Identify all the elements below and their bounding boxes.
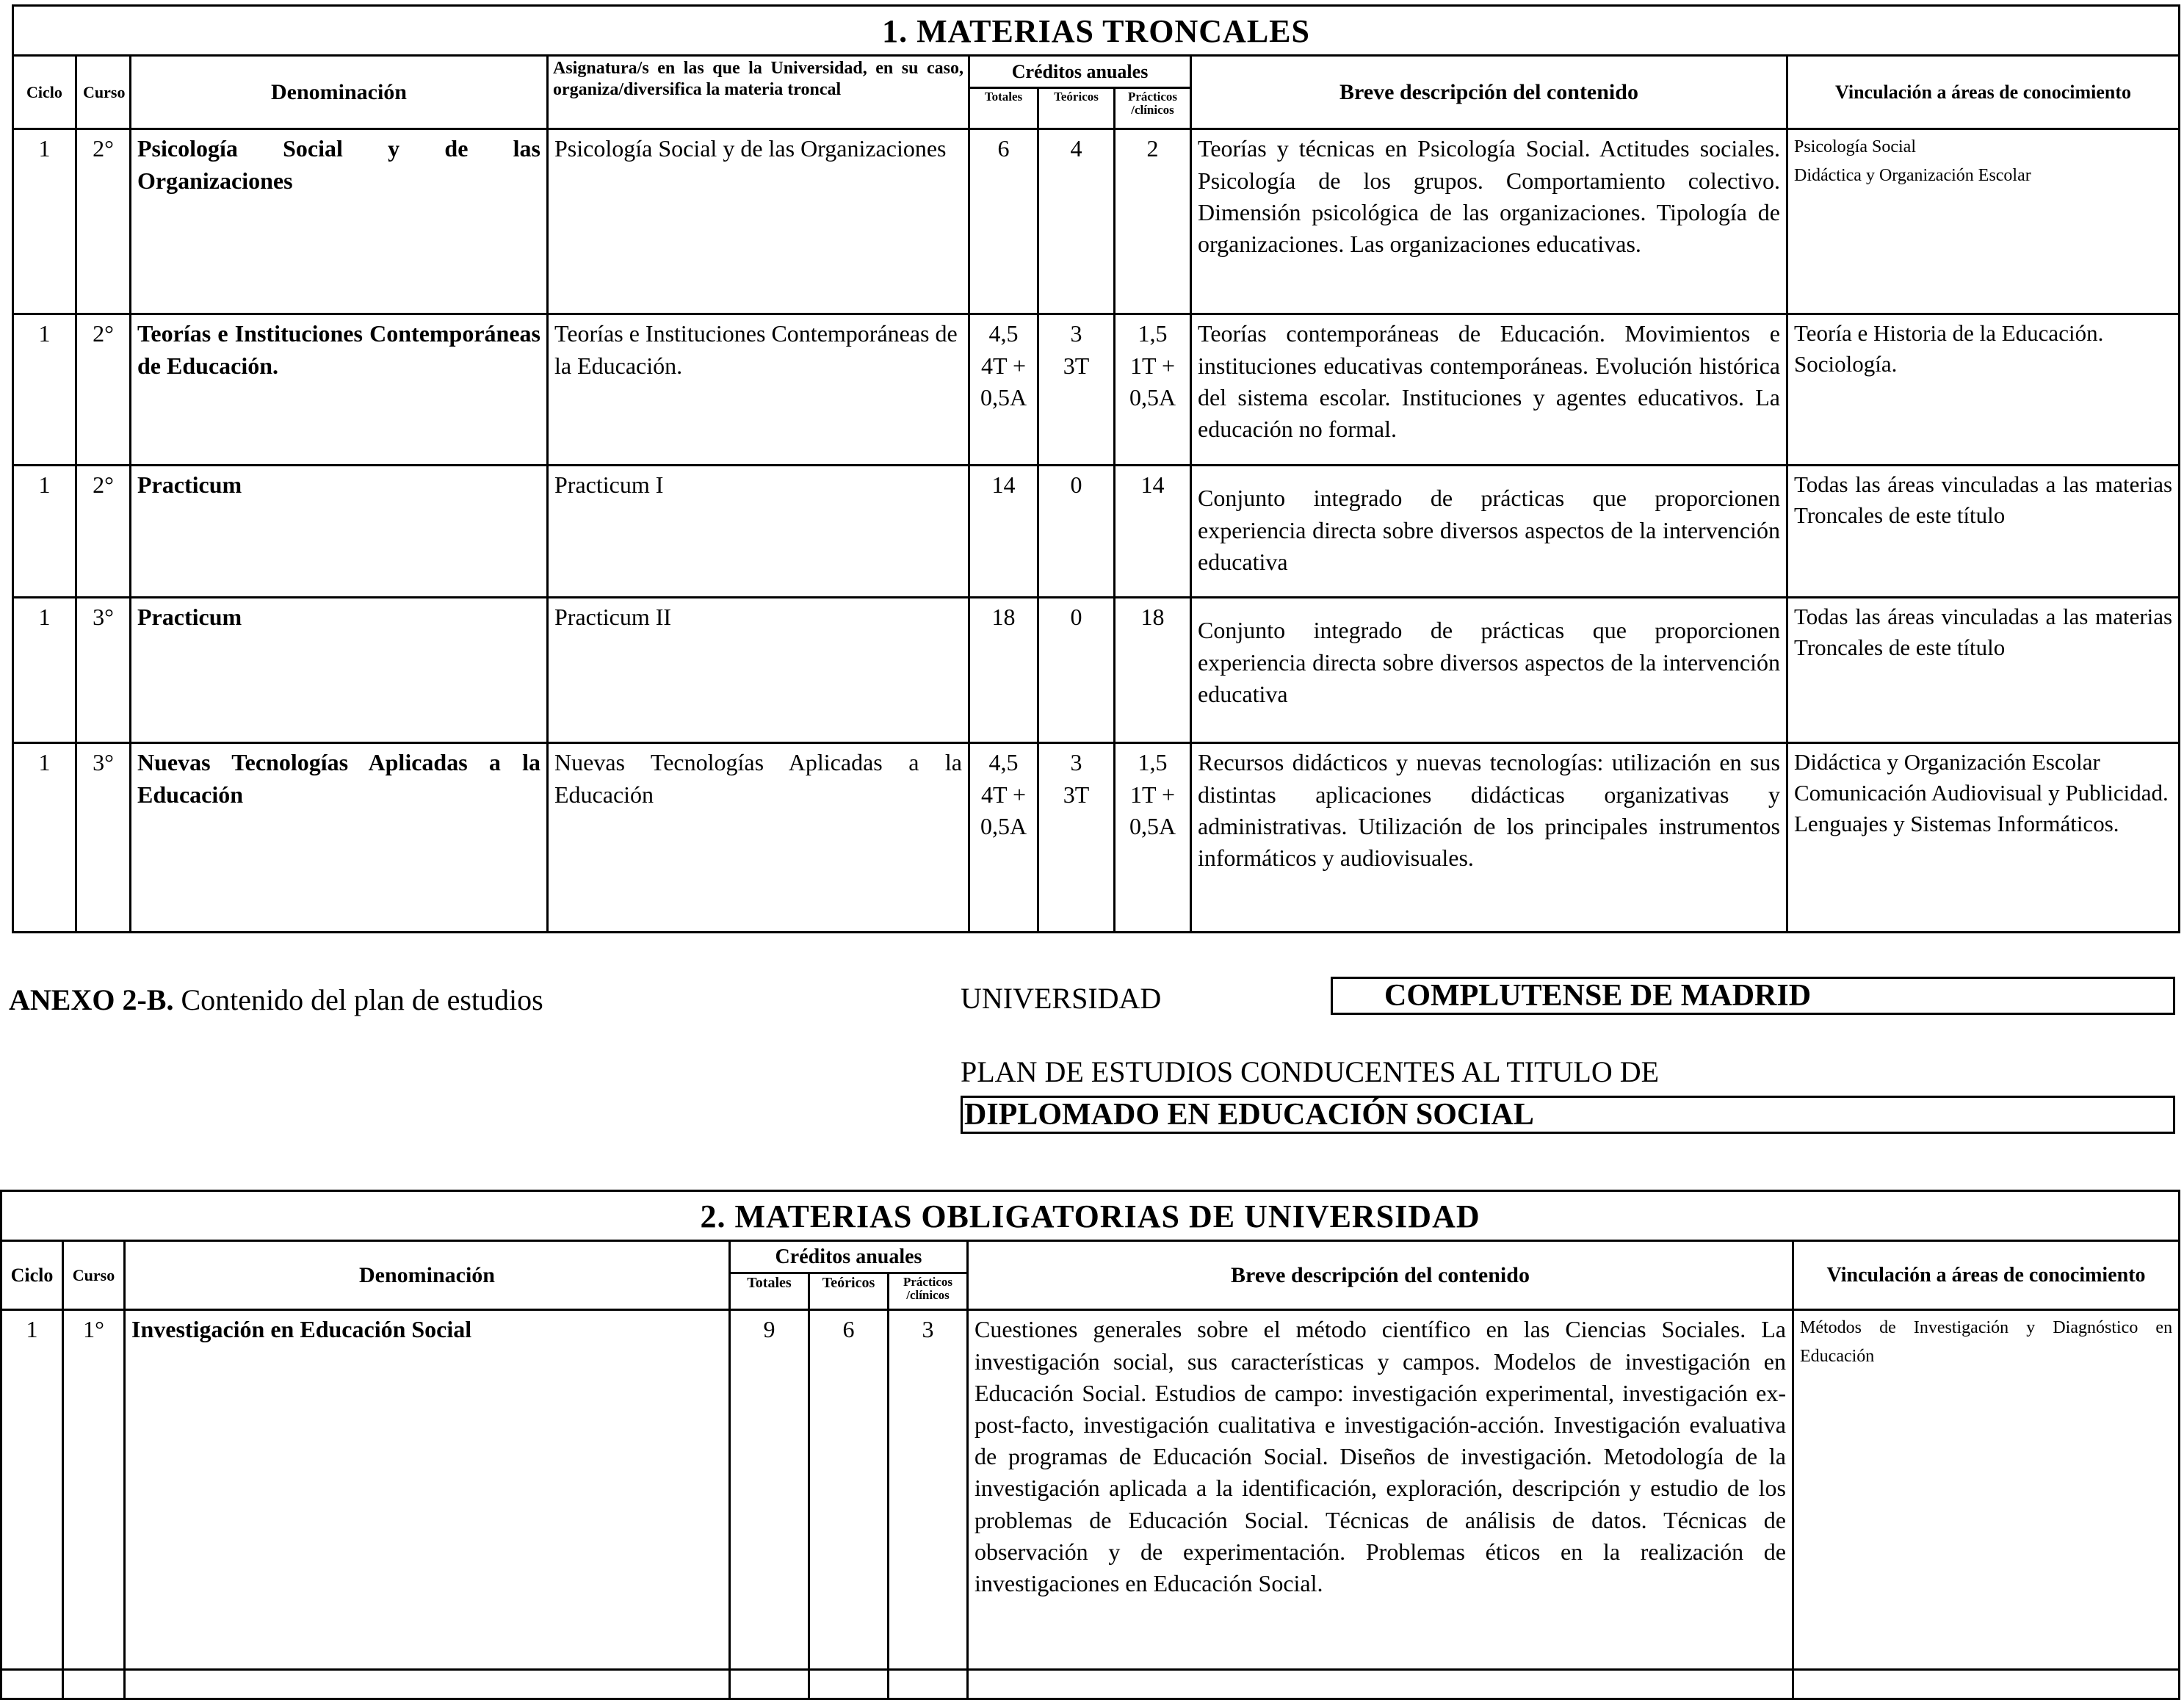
cell-denominacion: Psicología Social y de las Organizaciones [131,129,548,314]
cell-asignatura: Psicología Social y de las Organizaciones [548,129,969,314]
cell-asignatura: Nuevas Tecnologías Aplicadas a la Educación [548,743,969,933]
cell-ciclo: 1 [13,743,76,933]
header-ciclo: Ciclo [1,1241,63,1310]
header-asignatura: Asignatura/s en las que la Universidad, en su caso, organiza/diversifica la materia troncal [548,56,969,129]
table-row [13,129,2180,314]
cell-areas: Métodos de Investigación y Diagnóstico en Educación [1793,1310,2180,1670]
header-practicos: Prácticos /clínicos [889,1273,968,1310]
header-creditos: Créditos anuales [969,56,1191,88]
header-teoricos: Teóricos [1038,88,1115,129]
cell-totales: 4,5 4T + 0,5A [969,743,1038,933]
header-teoricos: Teóricos [809,1273,889,1310]
header-descripcion: Breve descripción del contenido [1191,56,1787,129]
cell-descripcion: Cuestiones generales sobre el método científico en las Ciencias Sociales. La investigación social, sus características y campos. Modelos de investigación en Educación Social. Estudios de campo: investigación experimental, investigación ex-post-facto, investigación cualitativa e investigación-acción. Investigación evaluativa de programas de Educación Social. Diseños de investigación. Metodología de la investigación aplicada a la identificación, exploración, descripción y estudio de los problemas de Educación Social. Técnicas de análisis de datos. Técnicas de observación y de experimentación. Problemas éticos en la realización de investigaciones en Educación Social. [968,1310,1793,1670]
plan-label: PLAN DE ESTUDIOS CONDUCENTES AL TITULO DE [961,1055,1660,1088]
cell-areas: Didáctica y Organización Escolar Comunicación Audiovisual y Publicidad. Lenguajes y Sistemas Informáticos. [1787,743,2180,933]
cell-empty [125,1670,730,1699]
cell-curso: 2° [76,129,131,314]
cell-asignatura: Practicum II [548,598,969,743]
header-practicos: Prácticos /clínicos [1115,88,1191,129]
cell-teoricos: 4 [1038,129,1115,314]
cell-teoricos: 0 [1038,598,1115,743]
cell-empty [730,1670,809,1699]
table-row [13,314,2180,466]
header-curso: Curso [76,56,131,129]
cell-empty [63,1670,125,1699]
table-row [13,598,2180,743]
header-ciclo: Ciclo [13,56,76,129]
table-materias-obligatorias [0,1190,2180,1700]
cell-ciclo: 1 [13,466,76,598]
cell-empty [1,1670,63,1699]
table-row [1,1310,2180,1670]
cell-descripcion: Teorías y técnicas en Psicología Social. Actitudes sociales. Psicología de los grupos. Comportamiento colectivo. Dimensión psicológica de las organizaciones. Tipología de organizaciones. Las organizaciones educativas. [1191,129,1787,314]
annex-label-rest: Contenido del plan de estudios [173,983,543,1016]
cell-practicos: 18 [1115,598,1191,743]
cell-denominacion: Practicum [131,466,548,598]
header-totales: Totales [730,1273,809,1310]
table-row [13,466,2180,598]
cell-areas: Todas las áreas vinculadas a las materias Troncales de este título [1787,466,2180,598]
cell-curso: 2° [76,314,131,466]
cell-areas: Teoría e Historia de la Educación. Sociología. [1787,314,2180,466]
cell-practicos: 1,5 1T + 0,5A [1115,314,1191,466]
cell-descripcion: Conjunto integrado de prácticas que proporcionen experiencia directa sobre diversos aspectos de la intervención educativa [1191,466,1787,598]
section-title: 1. MATERIAS TRONCALES [13,6,2180,56]
cell-asignatura: Practicum I [548,466,969,598]
university-label: UNIVERSIDAD [961,982,1162,1015]
cell-curso: 2° [76,466,131,598]
cell-areas: Psicología Social Didáctica y Organización Escolar [1787,129,2180,314]
cell-totales: 6 [969,129,1038,314]
cell-descripcion: Recursos didácticos y nuevas tecnologías: utilización en sus distintas aplicaciones didácticas organizativas y administrativas. Utilización de los principales instrumentos informáticos y audiovisuales. [1191,743,1787,933]
cell-descripcion: Conjunto integrado de prácticas que proporcionen experiencia directa sobre diversos aspectos de la intervención educativa [1191,598,1787,743]
table-row [13,743,2180,933]
cell-descripcion: Teorías contemporáneas de Educación. Movimientos e instituciones educativas contemporáneas. Evolución histórica del sistema escolar. Instituciones y agentes educativos. La educación no formal. [1191,314,1787,466]
cell-empty [889,1670,968,1699]
plan-title: DIPLOMADO EN EDUCACIÓN SOCIAL [961,1096,2175,1134]
header-totales: Totales [969,88,1038,129]
cell-totales: 14 [969,466,1038,598]
annex-label-bold: ANEXO 2-B. [9,983,174,1016]
header-descripcion: Breve descripción del contenido [968,1241,1793,1310]
cell-curso: 3° [76,598,131,743]
cell-totales: 4,5 4T + 0,5A [969,314,1038,466]
cell-teoricos: 3 3T [1038,314,1115,466]
cell-practicos: 1,5 1T + 0,5A [1115,743,1191,933]
header-vinculacion: Vinculación a áreas de conocimiento [1793,1241,2180,1310]
cell-empty [1793,1670,2180,1699]
university-name: COMPLUTENSE DE MADRID [1331,977,2175,1015]
header-denominacion: Denominación [131,56,548,129]
cell-teoricos: 0 [1038,466,1115,598]
table-materias-troncales [12,4,2180,933]
table-row [1,1670,2180,1699]
cell-denominacion: Nuevas Tecnologías Aplicadas a la Educación [131,743,548,933]
cell-teoricos: 6 [809,1310,889,1670]
header-vinculacion: Vinculación a áreas de conocimiento [1787,56,2180,129]
cell-practicos: 3 [889,1310,968,1670]
cell-ciclo: 1 [13,314,76,466]
cell-ciclo: 1 [1,1310,63,1670]
cell-curso: 1° [63,1310,125,1670]
cell-areas: Todas las áreas vinculadas a las materias Troncales de este título [1787,598,2180,743]
cell-totales: 18 [969,598,1038,743]
cell-denominacion: Teorías e Instituciones Contemporáneas de Educación. [131,314,548,466]
cell-empty [809,1670,889,1699]
cell-practicos: 2 [1115,129,1191,314]
cell-denominacion: Practicum [131,598,548,743]
header-curso: Curso [63,1241,125,1310]
header-creditos: Créditos anuales [730,1241,968,1273]
section-title: 2. MATERIAS OBLIGATORIAS DE UNIVERSIDAD [1,1191,2180,1241]
cell-ciclo: 1 [13,598,76,743]
cell-ciclo: 1 [13,129,76,314]
cell-teoricos: 3 3T [1038,743,1115,933]
header-denominacion: Denominación [125,1241,730,1310]
cell-practicos: 14 [1115,466,1191,598]
cell-empty [968,1670,1793,1699]
cell-totales: 9 [730,1310,809,1670]
annex-label [9,983,543,1017]
cell-denominacion: Investigación en Educación Social [125,1310,730,1670]
cell-curso: 3° [76,743,131,933]
cell-asignatura: Teorías e Instituciones Contemporáneas de la Educación. [548,314,969,466]
